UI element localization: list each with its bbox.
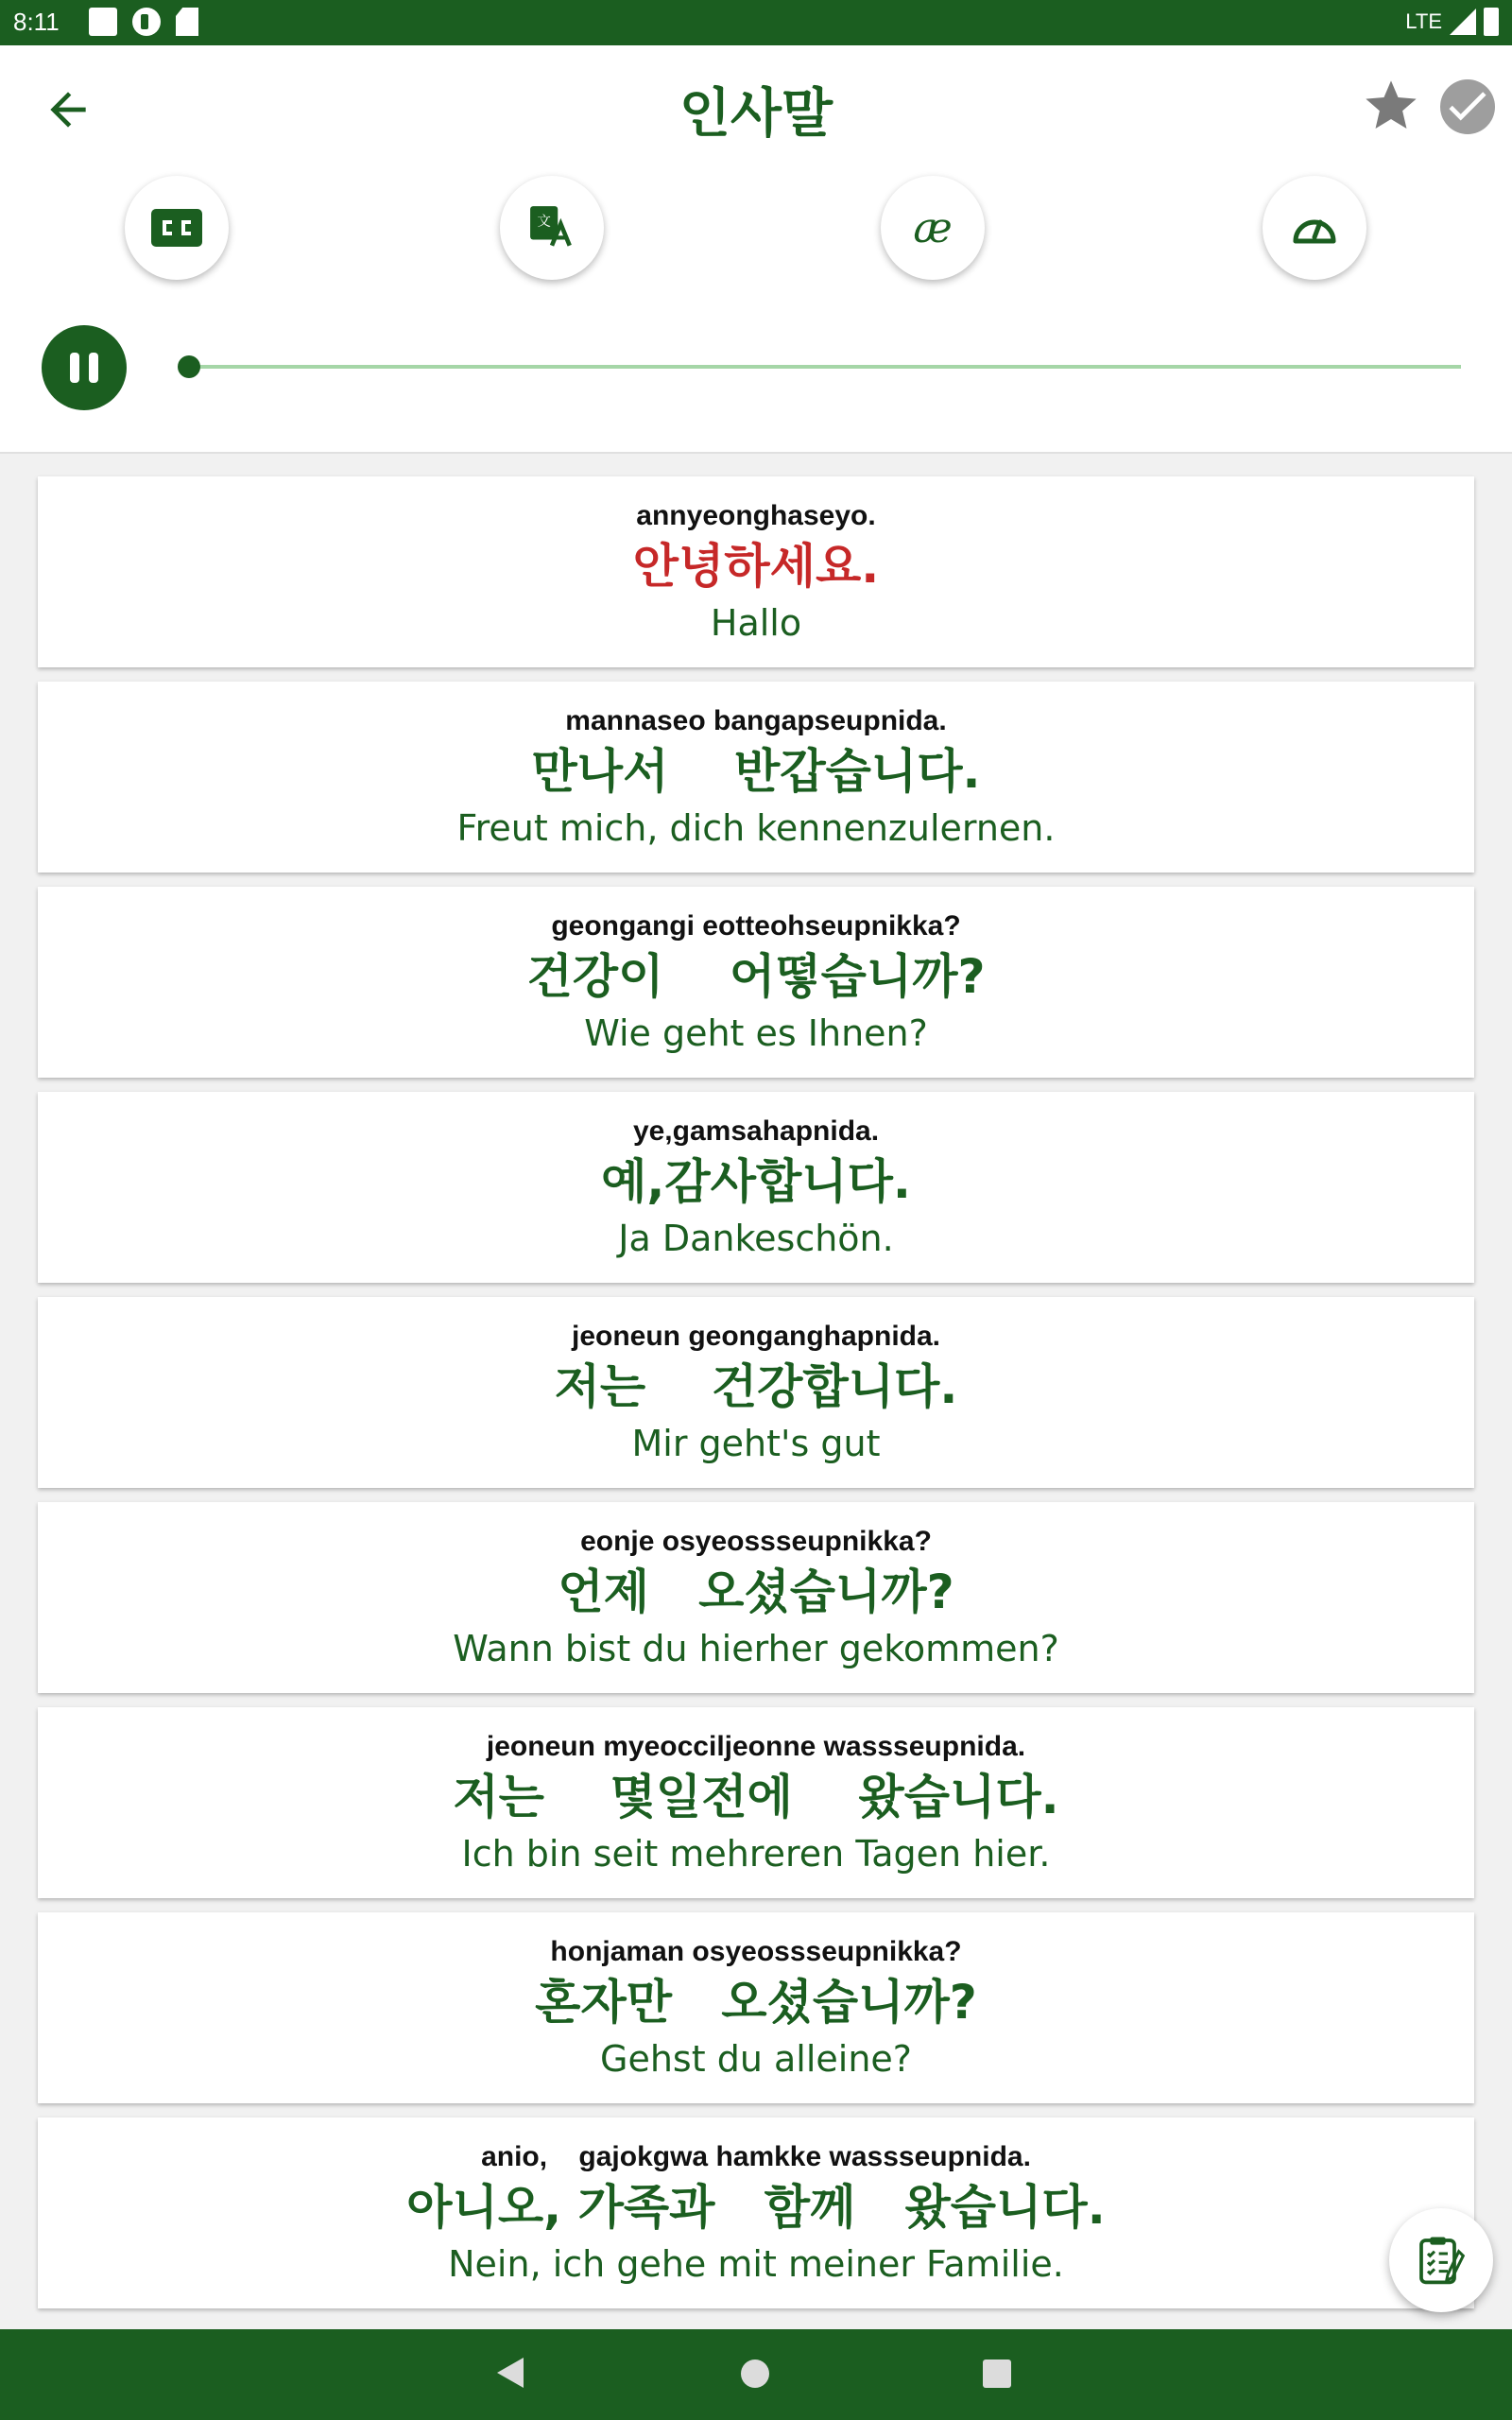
phrase-korean: 저는 건강합니다.	[554, 1359, 958, 1414]
phrase-romanization: anio, gajokgwa hamkke wassseupnida.	[481, 2141, 1031, 2172]
speedometer-icon	[1290, 209, 1339, 247]
phrase-korean: 언제 오셨습니까?	[558, 1564, 954, 1619]
sd-card-icon	[176, 8, 198, 36]
nav-home-icon[interactable]	[741, 2360, 769, 2388]
phrase-korean: 예,감사합니다.	[601, 1154, 911, 1209]
phrase-card[interactable]	[38, 2118, 1474, 2308]
status-time: 8:11	[13, 8, 60, 36]
favorite-button[interactable]	[1361, 76, 1421, 136]
app-notification-icon	[132, 8, 161, 36]
pause-icon	[70, 353, 79, 383]
translate-icon	[528, 204, 576, 251]
nav-recents-icon[interactable]	[983, 2360, 1011, 2388]
phrase-card[interactable]	[38, 887, 1474, 1078]
closed-captions-icon	[151, 209, 202, 247]
phrase-translation: Wie geht es Ihnen?	[584, 1012, 928, 1054]
lesson-header	[0, 45, 1512, 454]
mark-done-button[interactable]	[1440, 79, 1495, 134]
svg-text:文: 文	[537, 213, 551, 230]
signal-icon	[1450, 9, 1476, 35]
phrase-romanization: geongangi eotteohseupnikka?	[551, 910, 961, 942]
phrase-korean: 저는 몇일전에 왔습니다.	[453, 1770, 1059, 1824]
phrase-card[interactable]	[38, 682, 1474, 873]
phrase-romanization: annyeonghaseyo.	[636, 500, 876, 531]
star-icon	[1361, 76, 1421, 136]
speed-button[interactable]	[1263, 176, 1366, 280]
status-notification-icons	[89, 8, 198, 36]
status-bar	[0, 0, 1512, 45]
phrase-romanization: mannaseo bangapseupnida.	[565, 705, 947, 736]
phonetic-ae-icon: æ	[913, 203, 953, 252]
phrase-korean: 건강이 어떻습니까?	[526, 949, 986, 1004]
captions-button[interactable]	[125, 176, 229, 280]
playback-progress-track[interactable]	[189, 365, 1461, 369]
page-title: 인사말	[679, 83, 833, 145]
phrase-korean: 안녕하세요.	[632, 539, 880, 594]
phrase-card[interactable]	[38, 1912, 1474, 2103]
phrase-translation: Nein, ich gehe mit meiner Familie.	[448, 2243, 1064, 2285]
phrase-romanization: ye,gamsahapnida.	[632, 1115, 880, 1147]
battery-icon	[1484, 8, 1499, 36]
phonetic-button[interactable]	[881, 176, 985, 280]
phrase-card[interactable]	[38, 1502, 1474, 1693]
phrase-translation: Ich bin seit mehreren Tagen hier.	[461, 1833, 1051, 1875]
phrase-translation: Gehst du alleine?	[600, 2038, 912, 2080]
playback-progress-thumb[interactable]	[178, 355, 200, 378]
pause-button[interactable]	[42, 325, 127, 410]
phrase-translation: Mir geht's gut	[631, 1423, 881, 1464]
system-nav-bar	[0, 2329, 1512, 2420]
clipboard-list-icon	[1415, 2234, 1468, 2287]
phrase-list	[38, 476, 1474, 2323]
phrase-korean: 만나서 반갑습니다.	[531, 744, 981, 799]
status-system-icons	[1405, 8, 1499, 36]
check-circle-icon	[1440, 79, 1495, 134]
phrase-translation: Hallo	[710, 602, 802, 644]
phrase-translation: Freut mich, dich kennenzulernen.	[456, 807, 1056, 849]
phrase-romanization: honjaman osyeossseupnikka?	[550, 1936, 962, 1967]
phrase-romanization: eonje osyeossseupnikka?	[580, 1526, 932, 1557]
phrase-romanization: jeoneun myeocciljeonne wassseupnida.	[486, 1731, 1026, 1762]
phrase-korean: 혼자만 오셨습니까?	[535, 1975, 977, 2030]
quiz-fab-button[interactable]	[1389, 2208, 1493, 2312]
phrase-translation: Ja Dankeschön.	[618, 1218, 894, 1259]
phrase-romanization: jeoneun geonganghapnida.	[572, 1321, 940, 1352]
phrase-card[interactable]	[38, 1297, 1474, 1488]
nav-back-icon[interactable]	[497, 2358, 524, 2388]
translate-button[interactable]	[500, 176, 604, 280]
phrase-card[interactable]	[38, 1092, 1474, 1283]
phrase-card[interactable]	[38, 476, 1474, 667]
phrase-translation: Wann bist du hierher gekommen?	[453, 1628, 1059, 1669]
phrase-korean: 아니오, 가족과 함께 왔습니다.	[406, 2180, 1106, 2235]
network-type: LTE	[1405, 9, 1442, 33]
phrase-card[interactable]	[38, 1707, 1474, 1898]
notification-icon	[89, 8, 117, 36]
